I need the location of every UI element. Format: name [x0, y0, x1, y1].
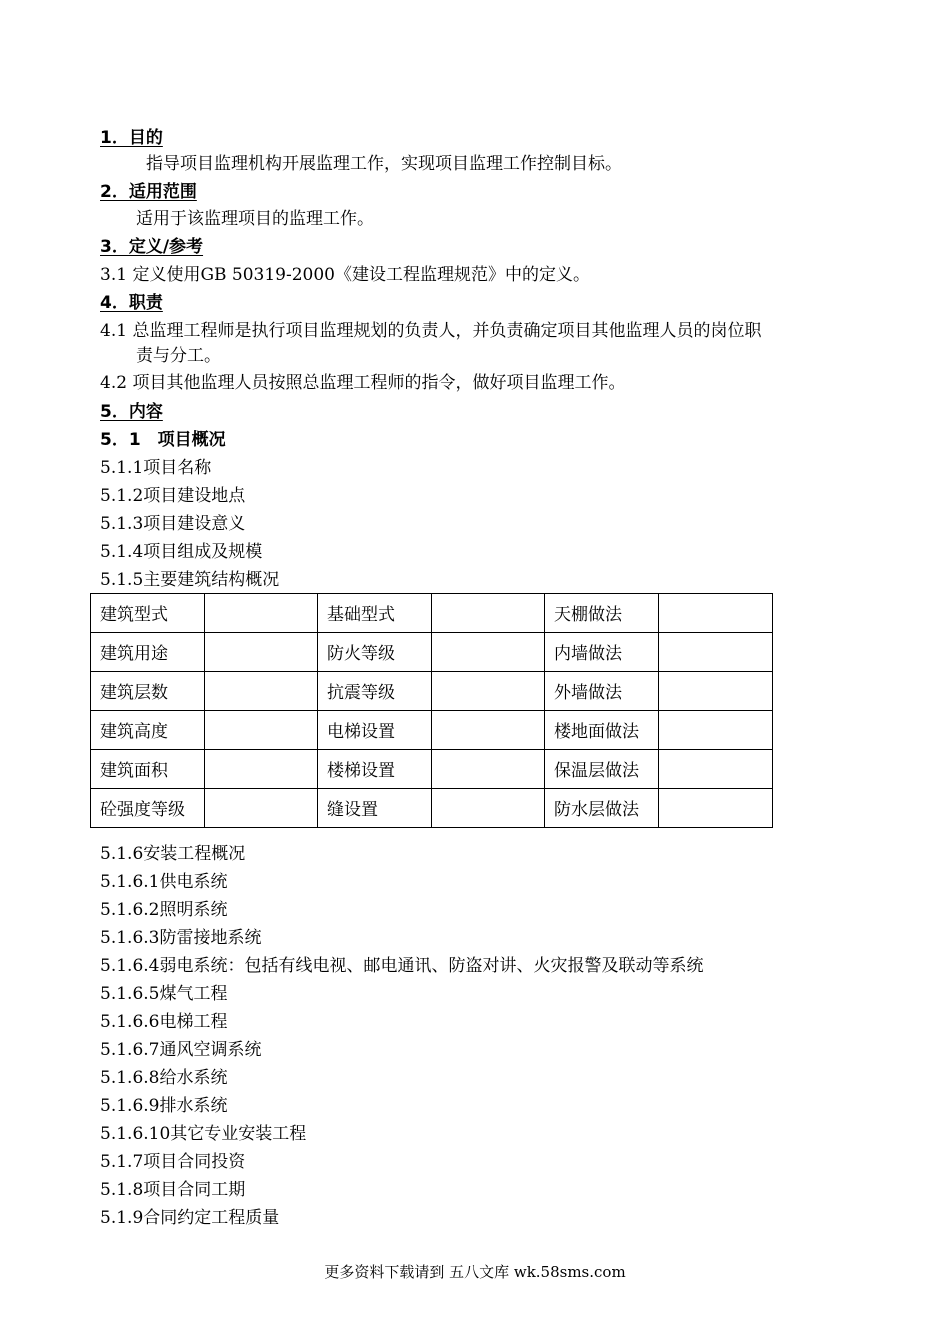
- table-cell: 缝设置: [318, 789, 432, 828]
- list-item: 5.1.5主要建筑结构概况: [100, 570, 280, 590]
- table-cell: 建筑用途: [91, 633, 205, 672]
- table-cell: [659, 594, 773, 633]
- table-cell: [659, 750, 773, 789]
- list-item: 5.1.6.2照明系统: [100, 900, 228, 920]
- list-item: 5.1.6.7通风空调系统: [100, 1040, 262, 1060]
- table-cell: 外墙做法: [545, 672, 659, 711]
- table-cell: 砼强度等级: [91, 789, 205, 828]
- table-cell: [205, 672, 318, 711]
- table-cell: [432, 750, 545, 789]
- table-row: [91, 750, 773, 789]
- table-cell: [205, 789, 318, 828]
- table-cell: 内墙做法: [545, 633, 659, 672]
- table-cell: 楼梯设置: [318, 750, 432, 789]
- list-item: 5.1.4项目组成及规模: [100, 542, 263, 562]
- list-item: 5.1.9合同约定工程质量: [100, 1208, 280, 1228]
- table-row: [91, 633, 773, 672]
- section-4-2: 4.2 项目其他监理人员按照总监理工程师的指令，做好项目监理工作。: [100, 373, 626, 393]
- table-cell: [205, 711, 318, 750]
- table-cell: [205, 594, 318, 633]
- list-item: 5.1.6.1供电系统: [100, 872, 228, 892]
- table-cell: 防水层做法: [545, 789, 659, 828]
- section-4-1-line-2: 责与分工。: [136, 346, 221, 366]
- table-row: [91, 594, 773, 633]
- list-item: 5.1.6.3防雷接地系统: [100, 928, 262, 948]
- section-2-body: 适用于该监理项目的监理工作。: [136, 209, 374, 229]
- table-cell: 防火等级: [318, 633, 432, 672]
- table-cell: 电梯设置: [318, 711, 432, 750]
- table-cell: [432, 594, 545, 633]
- list-item: 5.1.1项目名称: [100, 458, 212, 478]
- section-4-title: 4．职责: [100, 293, 163, 313]
- table-cell: 建筑型式: [91, 594, 205, 633]
- list-item: 5.1.6.6电梯工程: [100, 1012, 228, 1032]
- table-cell: [205, 633, 318, 672]
- list-item: 5.1.7项目合同投资: [100, 1152, 246, 1172]
- table-cell: [432, 672, 545, 711]
- list-item: 5.1.6.5煤气工程: [100, 984, 228, 1004]
- table-cell: [659, 711, 773, 750]
- section-1-body: 指导项目监理机构开展监理工作，实现项目监理工作控制目标。: [146, 154, 622, 174]
- list-item: 5.1.6.4弱电系统：包括有线电视、邮电通讯、防盗对讲、火灾报警及联动等系统: [100, 956, 704, 976]
- table-cell: [659, 789, 773, 828]
- list-item: 5.1.3项目建设意义: [100, 514, 246, 534]
- section-4-1-line-1: 4.1 总监理工程师是执行项目监理规划的负责人，并负责确定项目其他监理人员的岗位职: [100, 321, 762, 341]
- section-5-title: 5．内容: [100, 402, 163, 422]
- section-3-body: 3.1 定义使用GB 50319-2000《建设工程监理规范》中的定义。: [100, 265, 591, 285]
- table-row: [91, 711, 773, 750]
- table-cell: [432, 789, 545, 828]
- section-5-1-title: 5．1 项目概况: [100, 430, 226, 450]
- list-item: 5.1.2项目建设地点: [100, 486, 246, 506]
- structure-table: [90, 593, 773, 828]
- list-item: 5.1.6安装工程概况: [100, 844, 246, 864]
- table-cell: 建筑面积: [91, 750, 205, 789]
- table-row: [91, 789, 773, 828]
- list-item: 5.1.8项目合同工期: [100, 1180, 246, 1200]
- table-cell: [432, 633, 545, 672]
- list-item: 5.1.6.9排水系统: [100, 1096, 228, 1116]
- table-cell: [659, 672, 773, 711]
- table-cell: 建筑高度: [91, 711, 205, 750]
- page-footer: 更多资料下载请到 五八文库 wk.58sms.com: [324, 1263, 626, 1281]
- table-cell: 天棚做法: [545, 594, 659, 633]
- table-cell: 楼地面做法: [545, 711, 659, 750]
- section-3-title: 3．定义/参考: [100, 237, 204, 257]
- table-cell: [205, 750, 318, 789]
- table-cell: 保温层做法: [545, 750, 659, 789]
- table-cell: [432, 711, 545, 750]
- table-cell: 抗震等级: [318, 672, 432, 711]
- table-cell: 基础型式: [318, 594, 432, 633]
- list-item: 5.1.6.8给水系统: [100, 1068, 228, 1088]
- table-cell: 建筑层数: [91, 672, 205, 711]
- section-2-title: 2．适用范围: [100, 182, 197, 202]
- table-row: [91, 672, 773, 711]
- list-item: 5.1.6.10其它专业安装工程: [100, 1124, 307, 1144]
- section-1-title: 1．目的: [100, 128, 163, 148]
- table-cell: [659, 633, 773, 672]
